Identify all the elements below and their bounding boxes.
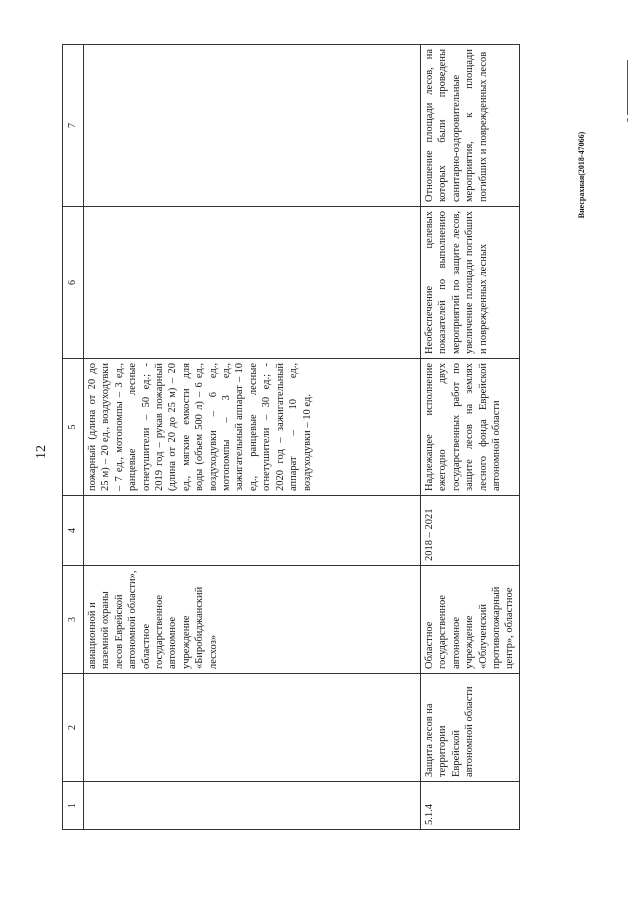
rotated-table-frame: [62, 45, 517, 830]
cell-number: [84, 782, 421, 830]
cell-consequence: Необеспечение целевых показателей по выполнению мероприятий по защите лесов, увеличение площади погибших и поврежденных лесных: [421, 207, 520, 359]
cell-executor: авиационной и наземной охраны лесов Еврейской автономной области», областное государственное автономное учреждение «Биробиджанский лесхоз»: [84, 566, 421, 674]
header-cell-4: 4: [63, 496, 84, 566]
header-cell-3: 3: [63, 566, 84, 674]
edge-mark-small: [627, 118, 628, 122]
cell-measure: Защита лесов на территории Еврейской автономной области: [421, 674, 520, 782]
cell-period: [84, 496, 421, 566]
table-container: [62, 45, 517, 830]
edge-mark: [627, 60, 628, 115]
measures-table: [62, 44, 520, 830]
cell-indicator: Отношение площади лесов, на которых были проведены санитарно-оздоровительные мероприятия, к площади погибших и поврежденных лесов: [421, 45, 520, 207]
cell-indicator: [84, 45, 421, 207]
cell-measure: [84, 674, 421, 782]
cell-result: пожарный (длина от 20 до 25 м) – 20 ед., воздуходувки – 7 ед., мотопомпы – 3 ед., ранцевые лесные огнетушители – 50 ед.; - 2019 год – рукав пожарный (длина от 20 до 25 м) – 20 ед., мягкие емкости для воды (объем 500 л) – 6 ед., воздуходувки – 6 ед., мотопомпы – 3 ед., зажигательный аппарат – 10 ед., ранцевые лесные огнетушители – 30 ед.; - 2020 год – зажигательный аппарат – 10 ед., воздуходувки – 10 ед.: [84, 359, 421, 496]
page-number: 12: [34, 445, 49, 459]
header-cell-7: 7: [63, 45, 84, 207]
header-cell-5: 5: [63, 359, 84, 496]
cell-result: Надлежащее исполнение ежегодно двух государственных работ по защите лесов на землях лесного фонда Еврейской автономной области: [421, 359, 520, 496]
header-cell-6: 6: [63, 207, 84, 359]
header-row: [63, 45, 84, 830]
table-row: [84, 45, 421, 830]
document-code: Внесрахная(2018-47066): [577, 131, 586, 219]
cell-number: 5.1.4: [421, 782, 520, 830]
cell-period: 2018 – 2021: [421, 496, 520, 566]
header-cell-1: 1: [63, 782, 84, 830]
cell-consequence: [84, 207, 421, 359]
cell-executor: Областное государственное автономное учреждение «Облученский противопожарный центр», областное: [421, 566, 520, 674]
table-row: [421, 45, 520, 830]
header-cell-2: 2: [63, 674, 84, 782]
